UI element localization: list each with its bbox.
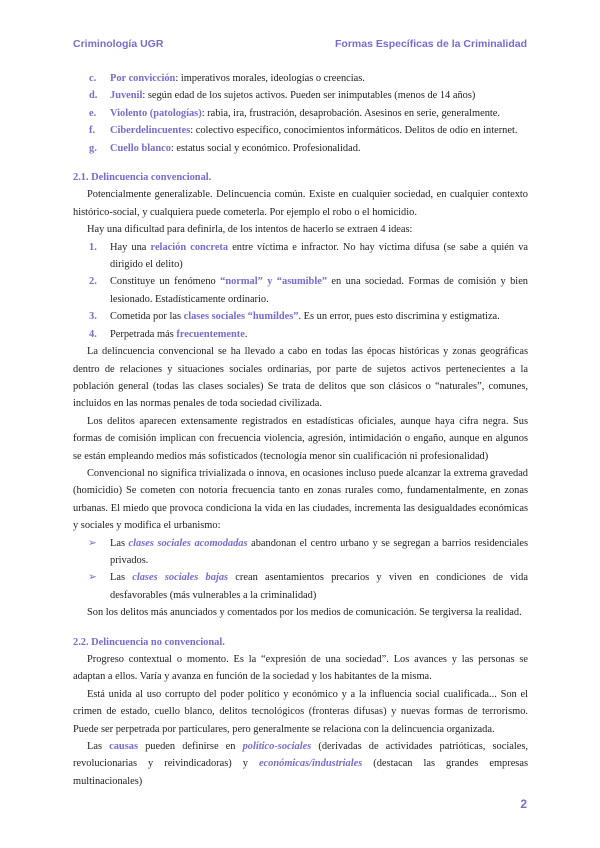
paragraph: Hay una dificultad para definirla, de los intentos de hacerlo se extraen 4 ideas: (87, 224, 413, 236)
type-item: e. Violento (patologías): rabia, ira, frustración, desaprobación. Asesinos en serie, generalmente. (89, 107, 501, 119)
type-item: f. Ciberdelincuentes: colectivo específico, conocimientos informáticos. Delitos de odio en internet. (89, 125, 518, 137)
paragraph: Son los delitos más anunciados y comentados por los medios de comunicación. Se tergiversa la realidad. (87, 607, 522, 619)
paragraph: Está unida al uso corrupto del poder político y económico y a la influencia social cualificada... Son el crimen de estado, cuello blanco, delitos tecnológicos (fronteras difusas) y nuevas formas de terrorismo. Puede ser perpetrada por particulares, pero generalmente se relaciona con la delincuencia organizada. (73, 688, 528, 735)
idea-item: 4. Perpetrada más frecuentemente. (89, 328, 248, 340)
paragraph: Potencialmente generalizable. Delincuencia común. Existe en cualquier sociedad, en cualquier contexto histórico-social, y cualquiera puede cometerla. Por ejemplo el robo o el homicidio. (73, 189, 528, 218)
paragraph: Progreso contextual o momento. Es la “expresión de una sociedad”. Los avances y las personas se adaptan a ellos. Varía y avanza en función de la sociedad y los habitantes de la misma. (73, 654, 528, 683)
bullet-item: ➢ Las clases sociales acomodadas abandonan el centro urbano y se segregan a barrios residenciales privados. (73, 535, 528, 570)
arrow-bullet-icon: ➢ (88, 572, 97, 584)
paragraph: Las causas pueden definirse en político-sociales (derivadas de actividades patrióticas, sociales, revolucionarias y reivindicadoras) y económicas/industriales (destacan las grandes empresas multinacionales) (73, 741, 529, 787)
header-left-title: Criminología UGR (73, 38, 164, 50)
paragraph: Convencional no significa trivializada o innova, en ocasiones incluso puede alcanzar la extrema gravedad (homicidio) Se cometen con notoria frecuencia tanto en zonas rurales como, fundamentalmente, en zonas urbanas. El miedo que provoca condiciona la vida en las ciudades, incrementa las desigualdades económicas y sociales y modifica el urbanismo: (73, 467, 528, 532)
idea-item: 1. Hay una relación concreta entre víctima e infractor. No hay víctima difusa (se sabe a quién va dirigido el delito) (89, 241, 528, 271)
idea-item: 3. Cometida por las clases sociales “humildes”. Es un error, pues esto discrimina y estigmatiza. (89, 311, 500, 323)
type-item: c. Por convicción: imperativos morales, ideologías o creencias. (89, 73, 365, 84)
idea-item: 2. Constituye un fenómeno “normal” y “asumible” en una sociedad. Formas de comisión y bien lesionado. Estadísticamente ordinario. (89, 276, 529, 305)
bullet-item: ➢ Las clases sociales bajas crean asentamientos precarios y viven en condiciones de vida desfavorables (más vulnerables a la criminalidad) (73, 569, 528, 604)
paragraph: La delincuencia convencional se ha llevado a cabo en todas las épocas históricas y zonas geográficas dentro de relaciones y situaciones sociales ordinarias, por parte de sujetos activos pertenecientes a la población general (todas las clases sociales) Se trata de delitos que son clásicos o “naturales”, comunes, incluidos en las normas penales de toda sociedad civilizada. (73, 346, 528, 410)
section-heading-unconventional: 2.2. Delincuencia no convencional. (73, 636, 225, 648)
type-item: d. Juvenil: según edad de los sujetos activos. Pueden ser inimputables (menos de 14 años) (89, 90, 476, 102)
document-body (73, 70, 528, 790)
type-item: g. Cuello blanco: estatus social y económico. Profesionalidad. (89, 142, 361, 154)
header-right-title: Formas Específicas de la Criminalidad (335, 38, 527, 50)
section-heading-conventional: 2.1. Delincuencia convencional. (73, 172, 212, 184)
paragraph: Los delitos aparecen extensamente registrados en estadísticas oficiales, aunque haya cifra negra. Sus formas de comisión implican con frecuencia violencia, agresión, intimidación o engaño, aunque en algunos se están empleando medios más sofisticados (tecnología menor sin cualificación ni profesionalidad) (73, 415, 528, 462)
arrow-bullet-icon: ➢ (88, 537, 97, 549)
page-number: 2 (520, 797, 527, 811)
